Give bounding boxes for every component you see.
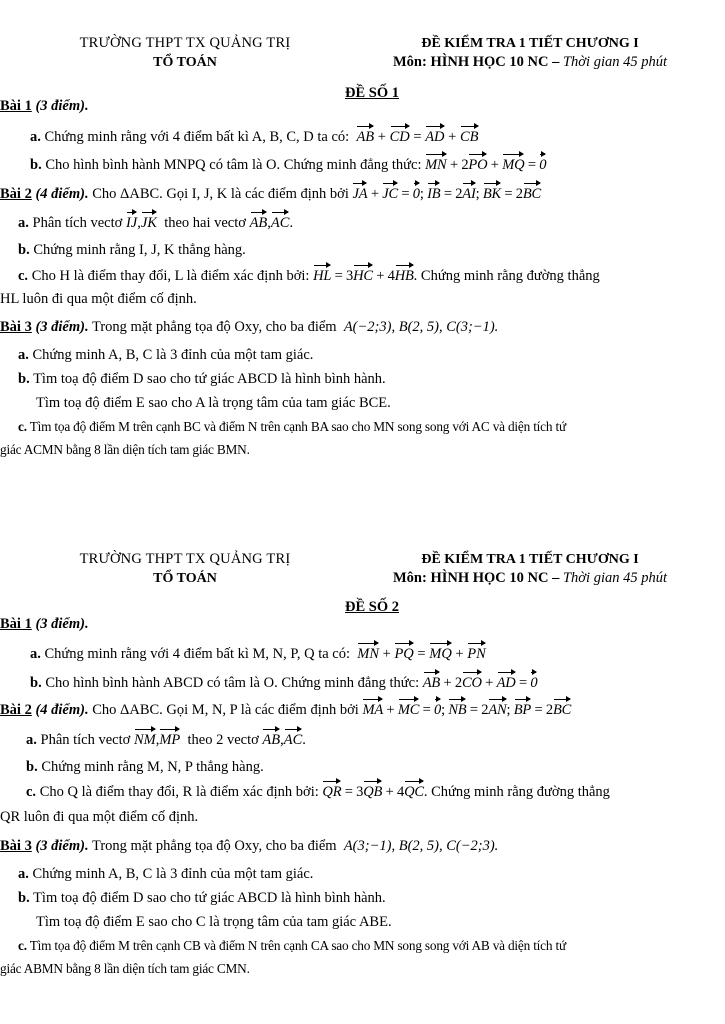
exercise-3b: b. Tìm toạ độ điểm D sao cho tứ giác ABCD là hình bình hành. bbox=[18, 890, 386, 906]
exercise-2a: a. Phân tích vectơ NM,MP theo 2 vectơ AB,AC. bbox=[26, 732, 306, 748]
exercise-2c-cont: QR luôn đi qua một điểm cố định. bbox=[0, 809, 199, 825]
exercise-3c-cont: giác ACMN bằng 8 lần diện tích tam giác BMN. bbox=[0, 442, 250, 457]
exercise-3c-cont: giác ABMN bằng 8 lần diện tích tam giác CMN. bbox=[0, 961, 250, 976]
exercise-3a: a. Chứng minh A, B, C là 3 đỉnh của một tam giác. bbox=[18, 866, 314, 882]
exercise-3a: a. Chứng minh A, B, C là 3 đỉnh của một tam giác. bbox=[18, 347, 314, 363]
exercise-3-heading: Bài 3 (3 điểm). Trong mặt phẳng tọa độ Oxy, cho ba điểm A(−2;3), B(2, 5), C(3;−1). bbox=[0, 319, 499, 335]
school-name: TRƯỜNG THPT TX QUẢNG TRỊ bbox=[79, 551, 291, 567]
exercise-3c: c. Tìm tọa độ điểm M trên cạnh BC và điểm N trên cạnh BA sao cho MN song song với AC và diện tích tứ bbox=[18, 419, 566, 434]
exercise-3c: c. Tìm tọa độ điểm M trên cạnh CB và điểm N trên cạnh CA sao cho MN song song với AB và diện tích tứ bbox=[18, 938, 566, 953]
exercise-1b: b. Cho hình bình hành MNPQ có tâm là O. Chứng minh đẳng thức: MN + 2PO + MQ = 0 bbox=[30, 157, 547, 173]
department: TỔ TOÁN bbox=[153, 571, 217, 586]
exercise-1-heading: Bài 1 (3 điểm). bbox=[0, 616, 89, 632]
exam-code: ĐỀ SỐ 1 bbox=[345, 85, 399, 101]
exam-code: ĐỀ SỐ 2 bbox=[345, 599, 399, 615]
exam-title: ĐỀ KIỂM TRA 1 TIẾT CHƯƠNG I bbox=[421, 36, 639, 51]
exercise-2c: c. Cho H là điểm thay đổi, L là điểm xác định bởi: HL = 3HC + 4HB. Chứng minh rằng đường thẳng bbox=[18, 268, 600, 284]
exercise-3-heading: Bài 3 (3 điểm). Trong mặt phẳng tọa độ Oxy, cho ba điểm A(3;−1), B(2, 5), C(−2;3). bbox=[0, 838, 499, 854]
exam-header bbox=[0, 34, 725, 74]
exercise-3b-2: Tìm toạ độ điểm E sao cho C là trọng tâm của tam giác ABE. bbox=[36, 914, 392, 930]
exercise-1b: b. Cho hình bình hành ABCD có tâm là O. Chứng minh đẳng thức: AB + 2CO + AD = 0 bbox=[30, 675, 538, 691]
department: TỔ TOÁN bbox=[153, 55, 217, 70]
time-limit: Thời gian 45 phút bbox=[562, 54, 667, 70]
exam-1 bbox=[0, 34, 725, 457]
subject-label: Môn: HÌNH HỌC 10 NC – bbox=[393, 54, 560, 70]
exercise-1a: a. Chứng minh rằng với 4 điểm bất kì A, B, C, D ta có: AB + CD = AD + CB bbox=[30, 129, 479, 145]
exercise-2b: b. Chứng minh rằng M, N, P thẳng hàng. bbox=[26, 759, 264, 775]
exercise-2c-cont: HL luôn đi qua một điểm cố định. bbox=[0, 291, 197, 307]
school-name: TRƯỜNG THPT TX QUẢNG TRỊ bbox=[79, 35, 291, 51]
exam-header bbox=[0, 550, 725, 590]
time-limit: Thời gian 45 phút bbox=[562, 570, 667, 586]
exam-2 bbox=[0, 550, 725, 976]
exam-title: ĐỀ KIỂM TRA 1 TIẾT CHƯƠNG I bbox=[421, 552, 639, 567]
subject-label: Môn: HÌNH HỌC 10 NC – bbox=[393, 570, 560, 586]
exercise-2b: b. Chứng minh rằng I, J, K thẳng hàng. bbox=[18, 242, 246, 258]
exercise-2-heading: Bài 2 (4 điểm). Cho ΔABC. Gọi M, N, P là các điểm định bởi MA + MC = 0; NB = 2AN; BP = 2BC bbox=[0, 702, 572, 718]
exercise-2a: a. Phân tích vectơ IJ,JK theo hai vectơ AB,AC. bbox=[18, 215, 294, 231]
exercise-3b-2: Tìm toạ độ điểm E sao cho A là trọng tâm của tam giác BCE. bbox=[36, 395, 391, 411]
exercise-1-heading: Bài 1 (3 điểm). bbox=[0, 98, 89, 114]
exercise-2c: c. Cho Q là điểm thay đổi, R là điểm xác định bởi: QR = 3QB + 4QC. Chứng minh rằng đường thẳng bbox=[26, 784, 610, 800]
exercise-3b: b. Tìm toạ độ điểm D sao cho tứ giác ABCD là hình bình hành. bbox=[18, 371, 386, 387]
exercise-1a: a. Chứng minh rằng với 4 điểm bất kì M, N, P, Q ta có: MN + PQ = MQ + PN bbox=[30, 646, 486, 662]
exercise-2-heading: Bài 2 (4 điểm). Cho ΔABC. Gọi I, J, K là các điểm định bởi JA + JC = 0; IB = 2AI; BK = 2BC bbox=[0, 186, 542, 202]
